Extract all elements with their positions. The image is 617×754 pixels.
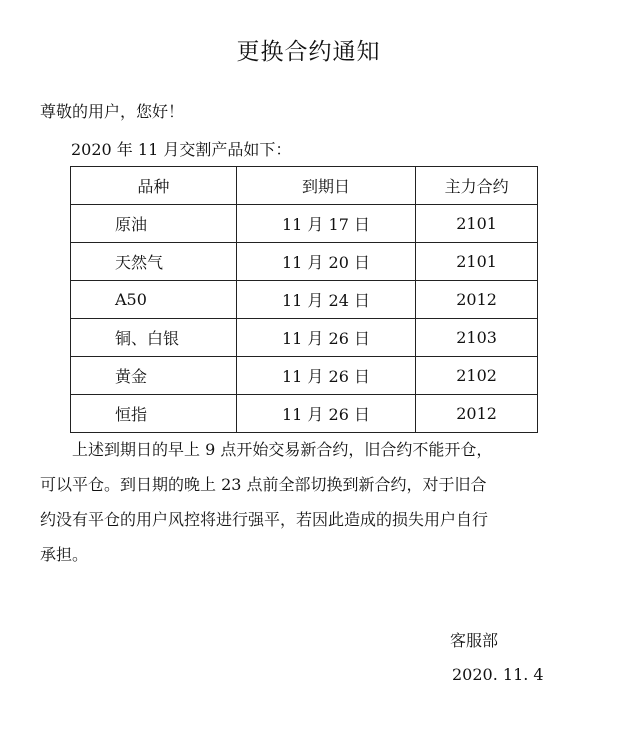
table-row: [71, 281, 538, 319]
contract-cell: 2102: [416, 357, 538, 395]
signature-department: 客服部: [450, 631, 499, 650]
contract-cell: 2101: [416, 243, 538, 281]
table-row: [71, 395, 538, 433]
table-row: [71, 243, 538, 281]
body-line-4: 承担。: [40, 545, 89, 564]
signature-date: 2020. 11. 4: [452, 665, 544, 684]
product-cell: 天然气: [71, 243, 237, 281]
expiry-cell: 11 月 26 日: [236, 357, 416, 395]
header-main-contract: 主力合约: [416, 167, 538, 205]
product-cell: 铜、白银: [71, 319, 237, 357]
contract-cell: 2101: [416, 205, 538, 243]
contract-cell: 2012: [416, 281, 538, 319]
expiry-cell: 11 月 24 日: [236, 281, 416, 319]
header-product: 品种: [71, 167, 237, 205]
contract-cell: 2012: [416, 395, 538, 433]
expiry-cell: 11 月 20 日: [236, 243, 416, 281]
notice-title: 更换合约通知: [236, 39, 381, 65]
table-row: [71, 357, 538, 395]
product-cell: A50: [71, 281, 237, 319]
greeting: 尊敬的用户，您好！: [40, 102, 185, 121]
product-cell: 恒指: [71, 395, 237, 433]
intro-text: 2020 年 11 月交割产品如下：: [71, 140, 292, 159]
table-row: [71, 319, 538, 357]
body-line-2: 可以平仓。到日期的晚上 23 点前全部切换到新合约，对于旧合: [40, 475, 487, 494]
contracts-table: [70, 166, 538, 433]
body-line-1: 上述到期日的早上 9 点开始交易新合约，旧合约不能开仓，: [72, 440, 493, 459]
header-expiry: 到期日: [236, 167, 416, 205]
table-row: [71, 205, 538, 243]
expiry-cell: 11 月 17 日: [236, 205, 416, 243]
table-header-row: [71, 167, 538, 205]
product-cell: 黄金: [71, 357, 237, 395]
contract-cell: 2103: [416, 319, 538, 357]
expiry-cell: 11 月 26 日: [236, 395, 416, 433]
expiry-cell: 11 月 26 日: [236, 319, 416, 357]
body-line-3: 约没有平仓的用户风控将进行强平，若因此造成的损失用户自行: [40, 510, 489, 529]
notice-body: [40, 432, 540, 572]
product-cell: 原油: [71, 205, 237, 243]
